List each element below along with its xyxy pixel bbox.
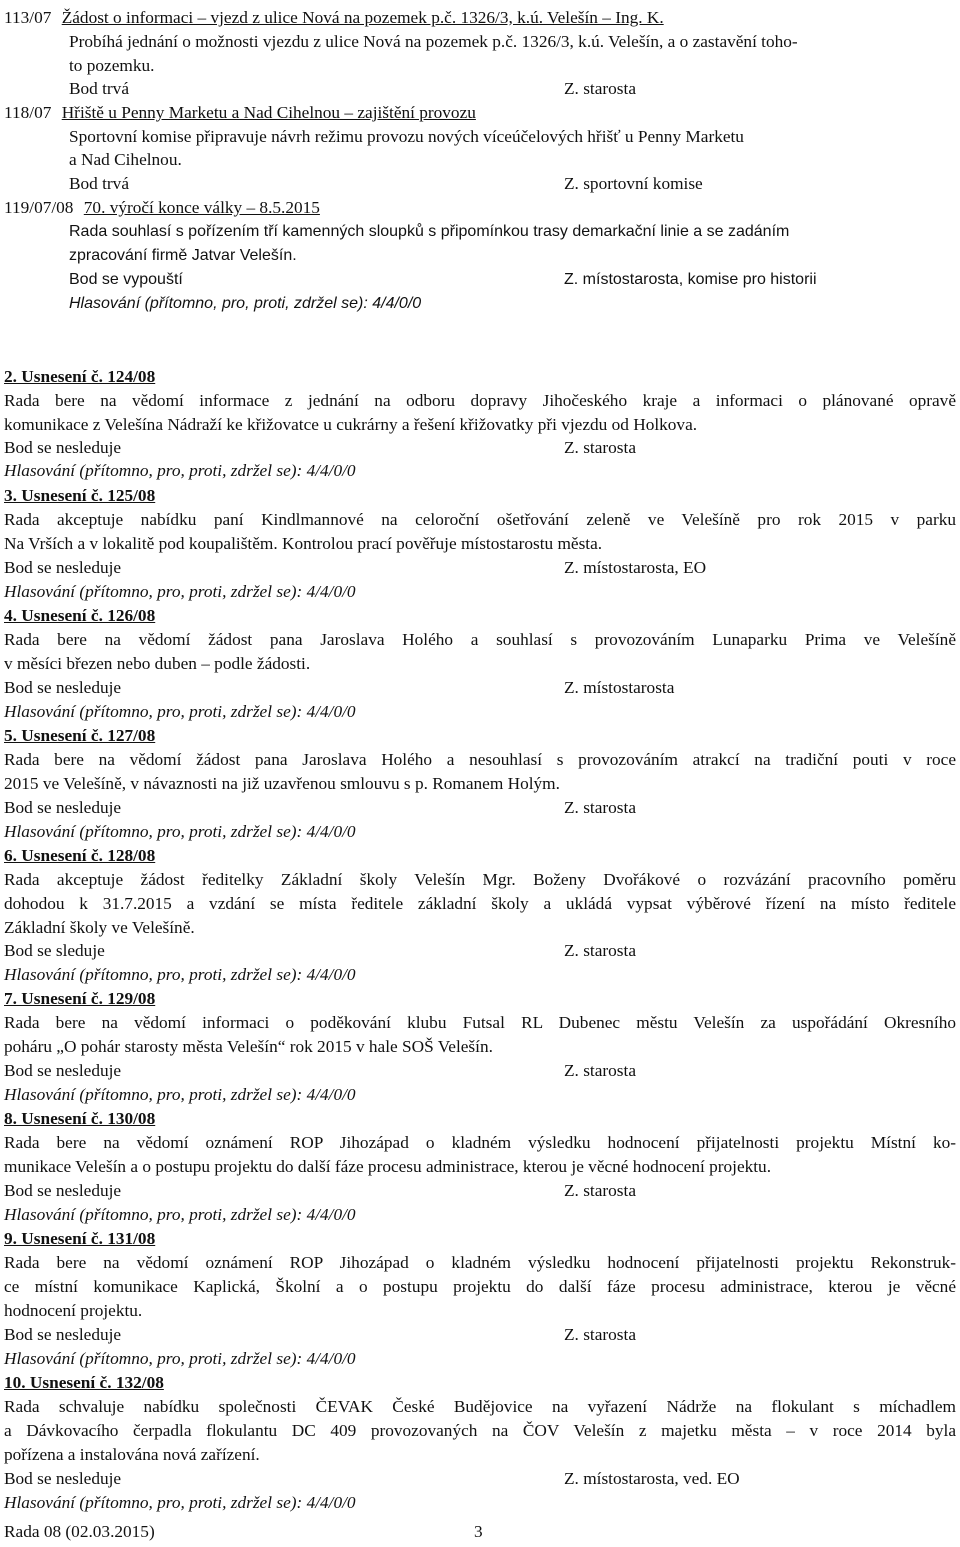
- resolution-responsible: Z. starosta: [564, 941, 636, 960]
- resolution-responsible: Z. místostarosta, ved. EO: [564, 1469, 740, 1488]
- resolution-vote: Hlasování (přítomno, pro, proti, zdržel se): 4/4/0/0: [4, 1493, 356, 1512]
- resolution-responsible: Z. starosta: [564, 798, 636, 817]
- resolution-vote: Hlasování (přítomno, pro, proti, zdržel se): 4/4/0/0: [4, 702, 356, 721]
- resolution-heading: 3. Usnesení č. 125/08: [4, 486, 156, 505]
- item-119-responsible: Z. místostarosta, komise pro historii: [564, 271, 817, 288]
- resolution-text-line: Základní školy ve Velešíně.: [4, 918, 195, 937]
- resolution-text-line: komunikace z Velešína Nádraží ke křižovatce u cukrárny a řešení křižovatky při vjezdu od Holkova.: [4, 415, 698, 434]
- resolution-heading: 7. Usnesení č. 129/08: [4, 989, 156, 1008]
- resolution-text-line: Rada schvaluje nabídku společnosti ČEVAK České Budějovice na vyřazení Nádrže na flokulant s míchadlem: [4, 1397, 956, 1416]
- resolution-responsible: Z. místostarosta, EO: [564, 558, 707, 577]
- resolution-status: Bod se nesleduje: [4, 678, 122, 697]
- resolution-text-line: Na Vrších a v lokalitě pod koupalištěm. Kontrolou prací pověřuje místostarostu města.: [4, 534, 603, 553]
- resolution-vote: Hlasování (přítomno, pro, proti, zdržel se): 4/4/0/0: [4, 1349, 356, 1368]
- item-119-header: [4, 196, 320, 220]
- resolution-heading: 5. Usnesení č. 127/08: [4, 726, 156, 745]
- resolution-heading: 4. Usnesení č. 126/08: [4, 606, 156, 625]
- resolution-status: Bod se nesleduje: [4, 558, 122, 577]
- item-118-text-line: Sportovní komise připravuje návrh režimu provozu nových víceúčelových hřišť u Penny Marketu: [69, 127, 744, 146]
- footer-page-number: 3: [474, 1522, 483, 1541]
- resolution-text-line: Rada bere na vědomí žádost pana Jaroslava Holého a souhlasí s provozováním Lunaparku Prima ve Velešíně: [4, 630, 956, 649]
- resolution-text-line: munikace Velešín a o postupu projektu do další fáze procesu administrace, kterou je věcné hodnocení projektu.: [4, 1157, 772, 1176]
- item-119-title: 70. výročí konce války – 8.5.2015: [83, 198, 320, 217]
- resolution-vote: Hlasování (přítomno, pro, proti, zdržel se): 4/4/0/0: [4, 582, 356, 601]
- resolution-status: Bod se sleduje: [4, 941, 105, 960]
- resolution-text-line: 2015 ve Velešíně, v návaznosti na již uzavřenou smlouvu s p. Romanem Holým.: [4, 774, 560, 793]
- item-113-title: Žádost o informaci – vjezd z ulice Nová na pozemek p.č. 1326/3, k.ú. Velešín – Ing. K.: [61, 8, 664, 27]
- item-113-text-line: to pozemku.: [69, 56, 155, 75]
- item-119-number: 119/07/08: [4, 198, 74, 217]
- footer-title: Rada 08 (02.03.2015): [4, 1522, 155, 1541]
- resolution-text-line: Rada bere na vědomí informace z jednání na odboru dopravy Jihočeského kraje a informaci o plánované opravě: [4, 391, 956, 410]
- resolution-status: Bod se nesleduje: [4, 1181, 122, 1200]
- resolution-text-line: Rada bere na vědomí oznámení ROP Jihozápad o kladném výsledku hodnocení přijatelnosti projektu Rekonstruk-: [4, 1253, 956, 1272]
- item-113-header: [4, 6, 664, 30]
- resolution-responsible: Z. starosta: [564, 1181, 636, 1200]
- item-118-header: [4, 101, 476, 125]
- resolution-responsible: Z. starosta: [564, 438, 636, 457]
- resolution-vote: Hlasování (přítomno, pro, proti, zdržel se): 4/4/0/0: [4, 965, 356, 984]
- item-113-responsible: Z. starosta: [564, 79, 636, 98]
- resolution-text-line: pořízena a instalována nová zařízení.: [4, 1445, 260, 1464]
- resolution-status: Bod se nesleduje: [4, 1469, 122, 1488]
- item-119-status: Bod se vypouští: [69, 271, 183, 288]
- resolution-text-line: poháru „O pohár starosty města Velešín“ rok 2015 v hale SOŠ Velešín.: [4, 1037, 493, 1056]
- resolution-responsible: Z. starosta: [564, 1061, 636, 1080]
- item-118-number: 118/07: [4, 103, 52, 122]
- item-118-title: Hřiště u Penny Marketu a Nad Cihelnou – zajištění provozu: [61, 103, 476, 122]
- resolution-text-line: dohodou k 31.7.2015 a vzdání se místa ředitele základní školy a ukládá vypsat výběrové řízení na místo ředitele: [4, 894, 956, 913]
- item-119-text-line: zpracování firmě Jatvar Velešín.: [69, 247, 297, 264]
- resolution-heading: 8. Usnesení č. 130/08: [4, 1109, 156, 1128]
- resolution-status: Bod se nesleduje: [4, 438, 122, 457]
- item-118-status: Bod trvá: [69, 174, 129, 193]
- resolution-vote: Hlasování (přítomno, pro, proti, zdržel se): 4/4/0/0: [4, 1205, 356, 1224]
- resolution-heading: 6. Usnesení č. 128/08: [4, 846, 156, 865]
- resolution-responsible: Z. starosta: [564, 1325, 636, 1344]
- resolution-status: Bod se nesleduje: [4, 1325, 122, 1344]
- resolution-text-line: Rada bere na vědomí informaci o poděkování klubu Futsal RL Dubenec městu Velešín za uspořádání Okresního: [4, 1013, 956, 1032]
- resolution-text-line: hodnocení projektu.: [4, 1301, 143, 1320]
- resolution-vote: Hlasování (přítomno, pro, proti, zdržel se): 4/4/0/0: [4, 461, 356, 480]
- resolution-text-line: Rada bere na vědomí žádost pana Jaroslava Holého a nesouhlasí s provozováním atrakcí na tradiční pouti v roce: [4, 750, 956, 769]
- resolution-text-line: ce místní komunikace Kaplická, Školní a o postupu projektu do další fáze procesu administrace, kterou je věcné: [4, 1277, 956, 1296]
- item-113-status: Bod trvá: [69, 79, 129, 98]
- item-113-text-line: Probíhá jednání o možnosti vjezdu z ulice Nová na pozemek p.č. 1326/3, k.ú. Velešín, a o zastavění toho-: [69, 32, 798, 51]
- item-119-text-line: Rada souhlasí s pořízením tří kamenných sloupků s připomínkou trasy demarkační linie a se zadáním: [69, 223, 790, 240]
- resolution-text-line: a Dávkovacího čerpadla flokulantu DC 409 provozovaných na ČOV Velešín z majetku města – v roce 2014 byla: [4, 1421, 956, 1440]
- resolution-text-line: Rada akceptuje žádost ředitelky Základní školy Velešín Mgr. Boženy Dvořákové o rozvázání pracovního poměru: [4, 870, 956, 889]
- resolution-responsible: Z. místostarosta: [564, 678, 675, 697]
- item-119-vote: Hlasování (přítomno, pro, proti, zdržel se): 4/4/0/0: [69, 295, 422, 312]
- resolution-vote: Hlasování (přítomno, pro, proti, zdržel se): 4/4/0/0: [4, 1085, 356, 1104]
- resolution-heading: 9. Usnesení č. 131/08: [4, 1229, 156, 1248]
- resolution-status: Bod se nesleduje: [4, 1061, 122, 1080]
- item-118-responsible: Z. sportovní komise: [564, 174, 703, 193]
- item-118-text-line: a Nad Cihelnou.: [69, 150, 182, 169]
- resolution-text-line: Rada bere na vědomí oznámení ROP Jihozápad o kladném výsledku hodnocení přijatelnosti projektu Místní ko-: [4, 1133, 956, 1152]
- resolution-status: Bod se nesleduje: [4, 798, 122, 817]
- resolution-text-line: v měsíci březen nebo duben – podle žádosti.: [4, 654, 311, 673]
- resolution-heading: 2. Usnesení č. 124/08: [4, 367, 156, 386]
- resolution-heading: 10. Usnesení č. 132/08: [4, 1373, 164, 1392]
- resolution-text-line: Rada akceptuje nabídku paní Kindlmannové na celoroční ošetřování zeleně ve Velešíně pro rok 2015 v parku: [4, 510, 956, 529]
- resolution-vote: Hlasování (přítomno, pro, proti, zdržel se): 4/4/0/0: [4, 822, 356, 841]
- item-113-number: 113/07: [4, 8, 52, 27]
